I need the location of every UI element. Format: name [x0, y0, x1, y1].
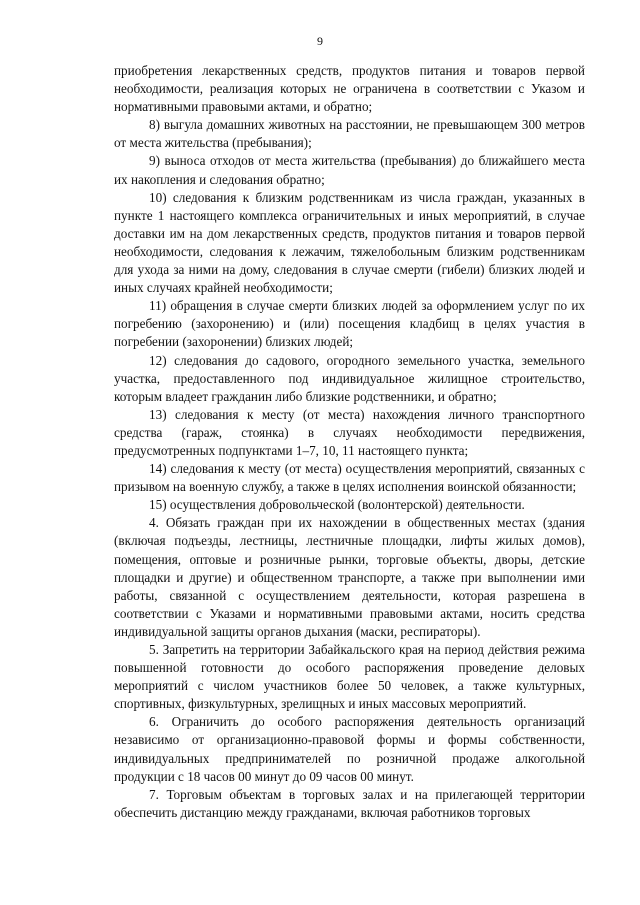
paragraph-item-15: 15) осуществления добровольческой (волонтерской) деятельности.	[149, 497, 525, 513]
paragraph-section-6: 6. Ограничить до особого распоряжения деятельность организаций независимо от организационно-правовой формы и формы собственности, индивидуальных предпринимателей по розничной продаже алкогольной продукции с 18 часов 00 минут до 09 часов 00 минут.	[114, 714, 585, 784]
paragraph-section-4: 4. Обязать граждан при их нахождении в общественных местах (здания (включая подъезды, лестницы, лестничные площадки, лифты жилых домов), помещения, оптовые и розничные рынки, торговые объекты, дворы, детские площадки и другие) и общественном транспорте, а также при выполнении ими работы, связанной с осуществлением деятельности, которая разрешена в соответствии с Указами и нормативными правовыми актами, носить средства индивидуальной защиты органов дыхания (маски, респираторы).	[114, 515, 585, 639]
paragraph-item-13: 13) следования к месту (от места) нахождения личного транспортного средства (гараж, стоянка) в случаях необходимости передвижения, предусмотренных подпунктами 1–7, 10, 11 настоящего пункта;	[114, 406, 585, 458]
paragraph-section-5: 5. Запретить на территории Забайкальского края на период действия режима повышенной готовности до особого распоряжения проведение деловых мероприятий с числом участников более 50 человек, а также культурных, спортивных, физкультурных, зрелищных и иных массовых мероприятий.	[114, 642, 585, 712]
paragraph-item-14: 14) следования к месту (от места) осуществления мероприятий, связанных с призывом на военную службу, а также в целях исполнения воинской обязанности;	[114, 461, 585, 495]
paragraph-item-8: 8) выгула домашних животных на расстоянии, не превышающем 300 метров от места жительства (пребывания);	[114, 117, 585, 151]
paragraph-item-12: 12) следования до садового, огородного земельного участка, земельного участка, предоставленного под индивидуальное жилищное строительство, которым владеет гражданин либо близкие родственники, и обратно;	[114, 352, 585, 404]
paragraph-section-7: 7. Торговым объектам в торговых залах и на прилегающей территории обеспечить дистанцию между гражданами, включая работников торговых	[114, 786, 585, 820]
document-body	[114, 62, 585, 822]
page-number: 9	[317, 34, 323, 48]
paragraph-item-11: 11) обращения в случае смерти близких людей за оформлением услуг по их погребению (захоронению) и (или) посещения кладбищ в целях участия в погребении (захоронении) близких людей;	[114, 298, 585, 350]
paragraph-item-9: 9) выноса отходов от места жительства (пребывания) до ближайшего места их накопления и следования обратно;	[114, 153, 585, 187]
paragraph-item-10: 10) следования к близким родственникам из числа граждан, указанных в пункте 1 настоящего комплекса ограничительных и иных мероприятий, в случае доставки им на дом лекарственных средств, продуктов питания и товаров первой необходимости, следования к лежачим, тяжелобольным близким родственникам для ухода за ними на дому, следования в случае смерти (гибели) близких людей и иных случаях крайней необходимости;	[114, 189, 585, 296]
paragraph-continuation: приобретения лекарственных средств, продуктов питания и товаров первой необходимости, реализация которых не ограничена в соответствии с Указом и нормативными правовыми актами, и обратно;	[114, 63, 585, 115]
